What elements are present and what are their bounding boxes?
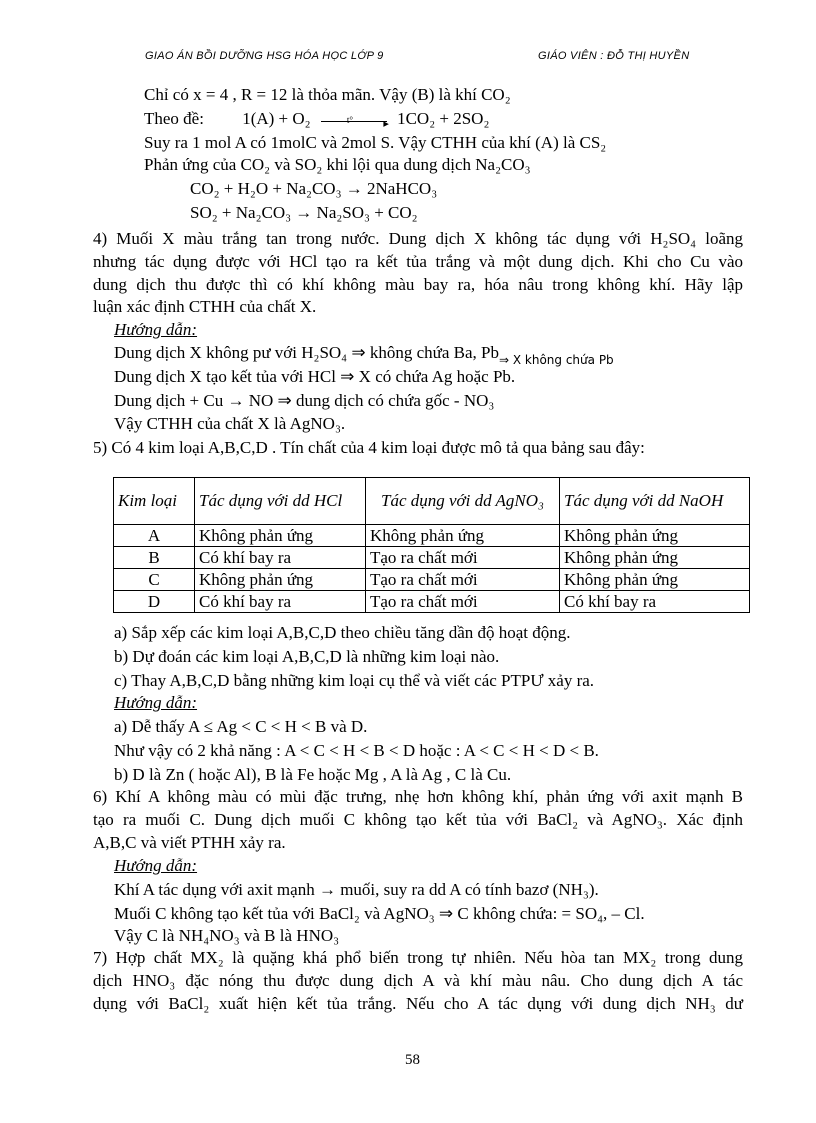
table-header: Tác dụng với dd NaOH <box>560 478 750 525</box>
guide-line: Vậy CTHH của chất X là AgNO₃. <box>114 414 346 433</box>
text-line: Chỉ có x = 4 , R = 12 là thỏa mãn. Vậy (B) là khí CO₂ <box>144 85 511 104</box>
guide-line: Muối C không tạo kết tủa với BaCl₂ và AgNO₃ ⇒ C không chứa: = SO₄, – Cl. <box>114 904 645 923</box>
guide-line: Vậy C là NH₄NO₃ và B là HNO₃ <box>114 926 340 945</box>
table-row: B Có khí bay ra Tạo ra chất mới Không phản ứng <box>114 547 750 569</box>
question-4: nhưng tác dụng được với HCl tạo ra kết tủa trắng và một dung dịch. Khi cho Cu vào <box>93 252 743 271</box>
question-7: dịch HNO₃ đặc nóng thu được dung dịch A và khí màu nâu. Cho dung dịch A tác <box>93 971 743 990</box>
text-line: Theo đề: 1(A) + O₂ t° ▸ 1CO₂ + 2SO₂ <box>144 109 490 130</box>
equation: CO₂ + H₂O + Na₂CO₃ → 2NaHCO₃ <box>190 179 438 198</box>
header-right: GIÁO VIÊN : ĐỖ THỊ HUYỀN <box>538 50 690 62</box>
question-4: dung dịch thu được thì có khí không màu bay ra, hóa nâu trong không khí. Hãy lập <box>93 275 743 294</box>
guide-heading: Hướng dẫn: <box>114 320 198 339</box>
question-5-part: b) Dự đoán các kim loại A,B,C,D là những kim loại nào. <box>114 647 500 666</box>
question-7: 7) Hợp chất MX₂ là quặng khá phổ biến trong tự nhiên. Nếu hòa tan MX₂ trong dung <box>93 948 743 967</box>
table-header: Tác dụng với dd AgNO₃ <box>366 478 560 525</box>
text-line: Phản ứng của CO₂ và SO₂ khi lội qua dung dịch Na₂CO₃ <box>144 155 531 174</box>
guide-line: Dung dịch X không pư với H₂SO₄ ⇒ không chứa Ba, $Pb_{\Rightarrow X không chứa Pb}$ <box>114 343 614 367</box>
question-5-part: a) Sắp xếp các kim loại A,B,C,D theo chiều tăng dần độ hoạt động. <box>114 623 571 642</box>
question-5: 5) Có 4 kim loại A,B,C,D . Tín chất của 4 kim loại được mô tả qua bảng sau đây: <box>93 438 645 457</box>
text-line: Suy ra 1 mol A có 1molC và 2mol S. Vậy CTHH của khí (A) là CS₂ <box>144 133 607 152</box>
question-6: 6) Khí A không màu có mùi đặc trưng, nhẹ hơn không khí, phản ứng với axit mạnh B <box>93 787 743 806</box>
table-header: Kim loại <box>114 478 195 525</box>
arrow-with-heat: t° ▸ <box>321 120 387 121</box>
guide-line: Khí A tác dụng với axit mạnh → muối, suy ra dd A có tính bazơ (NH₃). <box>114 880 599 899</box>
question-4: 4) Muối X màu trắng tan trong nước. Dung dịch X không tác dụng với H₂SO₄ loãng <box>93 229 743 248</box>
metal-properties-table <box>113 477 750 613</box>
header-left: GIAO ÁN BỒI DƯỠNG HSG HÓA HỌC LỚP 9 <box>145 50 384 62</box>
question-6: A,B,C và viết PTHH xảy ra. <box>93 833 286 852</box>
question-4: luận xác định CTHH của chất X. <box>93 297 317 316</box>
guide-heading: Hướng dẫn: <box>114 856 198 875</box>
page-number: 58 <box>405 1052 420 1068</box>
table-row: A Không phản ứng Không phản ứng Không phản ứng <box>114 525 750 547</box>
table-row: D Có khí bay ra Tạo ra chất mới Có khí bay ra <box>114 591 750 613</box>
guide-line: Như vậy có 2 khả năng : A < C < H < B < D hoặc : A < C < H < D < B. <box>114 741 599 760</box>
table-row: C Không phản ứng Tạo ra chất mới Không phản ứng <box>114 569 750 591</box>
guide-heading: Hướng dẫn: <box>114 693 198 712</box>
guide-line: Dung dịch X tạo kết tủa với HCl ⇒ X có chứa Ag hoặc Pb. <box>114 367 516 386</box>
guide-line: b) D là Zn ( hoặc Al), B là Fe hoặc Mg , A là Ag , C là Cu. <box>114 765 512 784</box>
equation: SO₂ + Na₂CO₃ → Na₂SO₃ + CO₂ <box>190 203 418 222</box>
guide-line: a) Dễ thấy A ≤ Ag < C < H < B và D. <box>114 717 368 736</box>
question-6: tạo ra muối C. Dung dịch muối C không tạo kết tủa với BaCl₂ và AgNO₃. Xác định <box>93 810 743 829</box>
question-5-part: c) Thay A,B,C,D bằng những kim loại cụ thể và viết các PTPƯ xảy ra. <box>114 671 595 690</box>
question-7: dụng với BaCl₂ xuất hiện kết tủa trắng. Nếu cho A tác dụng với dung dịch NH₃ dư <box>93 994 743 1013</box>
table-header: Tác dụng với dd HCl <box>195 478 366 525</box>
guide-line: Dung dịch + Cu → NO ⇒ dung dịch có chứa gốc - NO₃ <box>114 391 495 410</box>
